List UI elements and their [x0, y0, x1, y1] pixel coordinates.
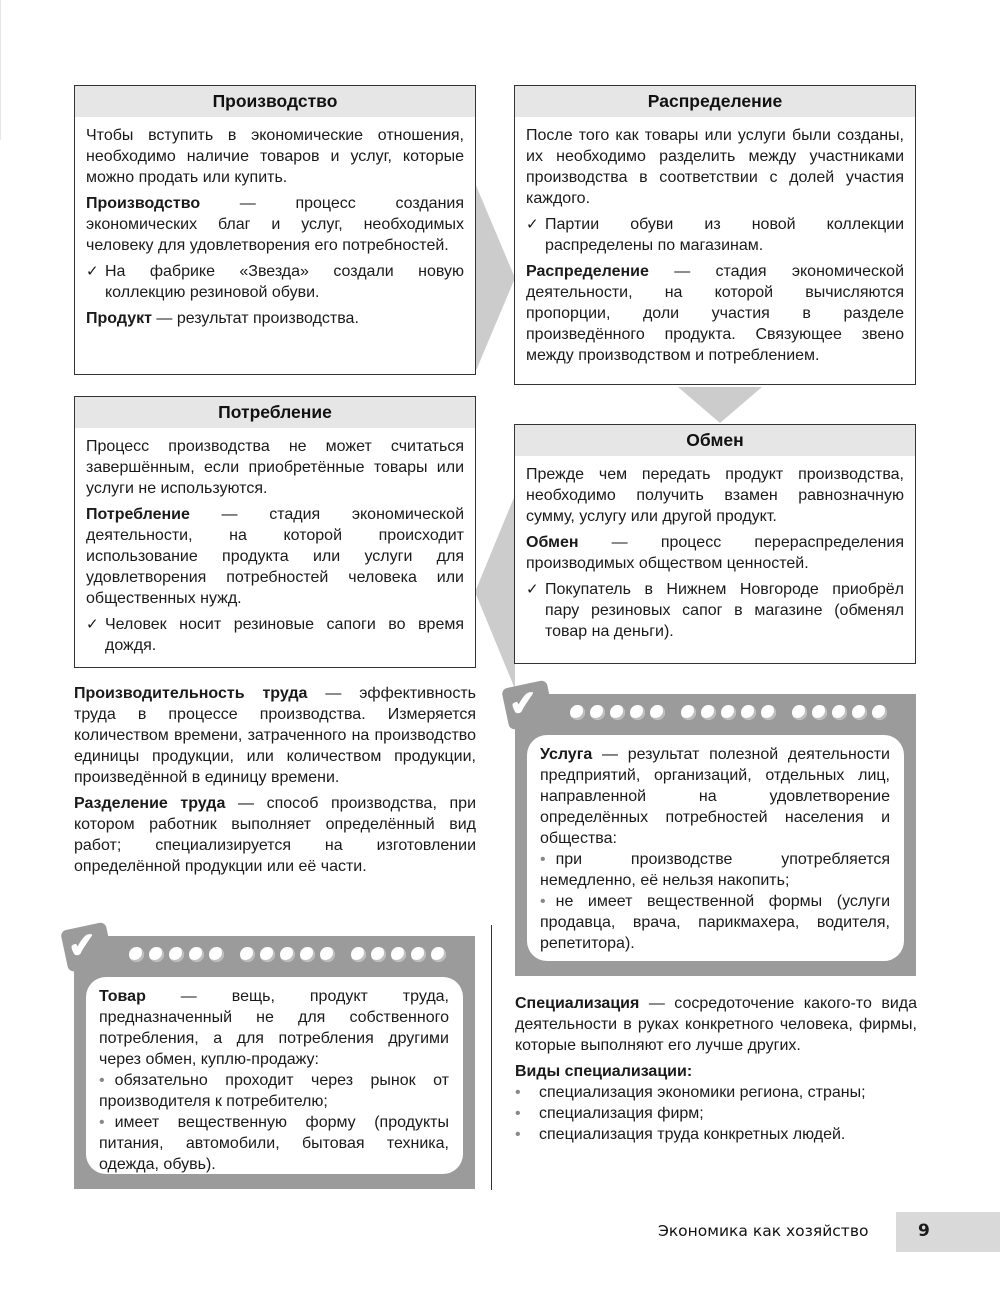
- hole-icon: [872, 705, 887, 720]
- example-item: [526, 579, 904, 642]
- stage-title: Обмен: [515, 425, 915, 456]
- term: Специализация: [515, 995, 640, 1012]
- stage-definition: Продукт — результат производства.: [86, 310, 359, 327]
- checkmark-icon: ✔: [507, 683, 540, 725]
- hole-icon: [300, 947, 315, 962]
- list-item: • при производстве употребляется немедленно, её нельзя накопить;: [540, 851, 890, 889]
- example-item: [526, 214, 904, 256]
- hole-icon: [852, 705, 867, 720]
- hole-icon: [320, 947, 335, 962]
- hole-icon: [590, 705, 605, 720]
- definition-goods: Товар — вещь, продукт труда, предназначенный не для собственного потребления, а для потребления другими через обмен, куплю-продажу:: [99, 988, 449, 1068]
- note-card-service: [507, 683, 916, 976]
- hole-icon: [149, 947, 164, 962]
- check-icon: ✓: [526, 581, 539, 598]
- hole-icon: [721, 705, 736, 720]
- page-edge-line: [0, 0, 1, 140]
- notebook-holes: [570, 705, 887, 720]
- checkmark-icon: ✔: [66, 925, 99, 967]
- hole-icon: [351, 947, 366, 962]
- arrow-left-icon: [475, 495, 515, 689]
- hole-icon: [411, 947, 426, 962]
- bullet-icon: •: [540, 851, 546, 868]
- term: Производство: [86, 195, 201, 212]
- list-item: • специализация труда конкретных людей.: [515, 1126, 846, 1143]
- list-item: • специализация фирм;: [515, 1105, 704, 1122]
- bullet-icon: •: [515, 1084, 521, 1101]
- definition-division-of-labor: Разделение труда — способ производства, при котором работник выполняет определённый вид работ; специализируется на изготовлении определённой продукции или её части.: [74, 795, 477, 875]
- stage-box-distribution: [514, 85, 916, 385]
- hole-icon: [812, 705, 827, 720]
- stage-box-consumption: [74, 396, 476, 668]
- hole-icon: [630, 705, 645, 720]
- hole-icon: [189, 947, 204, 962]
- stage-title: Потребление: [75, 397, 475, 428]
- term: Распределение: [526, 263, 649, 280]
- hole-icon: [280, 947, 295, 962]
- stage-definition: Потребление — стадия экономической деятельности, на которой происходит использование продукта или услуги для удовлетворения потребностей человека или общественных нужд.: [86, 506, 464, 607]
- definition-specialization: Специализация — сосредоточение какого-то вида деятельности в руках конкретного человека, фирмы, которые выполняют его лучше других.: [515, 995, 917, 1054]
- definition-service: Услуга — результат полезной деятельности предприятий, организаций, отдельных лиц, направленной на удовлетворение определённых потребностей населения и общества:: [540, 746, 890, 847]
- example-text: Покупатель в Нижнем Новгороде приобрёл пару резиновых сапог в магазине (обменял товар на деньги).: [545, 581, 904, 640]
- stage-definition: Производство — процесс создания экономических благ и услуг, необходимых человеку для удовлетворения его потребностей.: [86, 195, 464, 254]
- stage-definition: Обмен — процесс перераспределения производимых обществом ценностей.: [526, 534, 904, 572]
- term: Производительность труда: [74, 685, 308, 702]
- bullet-icon: •: [515, 1126, 521, 1143]
- hole-icon: [741, 705, 756, 720]
- bullet-icon: •: [540, 893, 546, 910]
- stage-intro: Прежде чем передать продукт производства, необходимо получить взамен равнозначную сумму, услугу или другой продукт.: [526, 466, 904, 525]
- term: Продукт: [86, 310, 152, 327]
- example-text: Человек носит резиновые сапоги во время дождя.: [105, 616, 464, 654]
- bullet-icon: •: [99, 1072, 105, 1089]
- example-item: [86, 614, 464, 656]
- list-item: • не имеет вещественной формы (услуги продавца, врача, парикмахера, водителя, репетитора).: [540, 893, 890, 952]
- check-icon: ✓: [526, 216, 539, 233]
- hole-icon: [701, 705, 716, 720]
- stage-intro: Процесс производства не может считаться завершённым, если приобретённые товары или услуги не используются.: [86, 438, 464, 497]
- term: Потребление: [86, 506, 190, 523]
- term: Разделение труда: [74, 795, 226, 812]
- list-item: • обязательно проходит через рынок от производителя к потребителю;: [99, 1072, 449, 1110]
- term: Обмен: [526, 534, 579, 551]
- hole-icon: [681, 705, 696, 720]
- footer-section-title: Экономика как хозяйство: [658, 1222, 869, 1240]
- list-item: • специализация экономики региона, страны;: [515, 1084, 866, 1101]
- notebook-holes: [129, 947, 446, 962]
- stage-title: Распределение: [515, 86, 915, 117]
- hole-icon: [209, 947, 224, 962]
- page-number: 9: [918, 1221, 930, 1241]
- stage-intro: Чтобы вступить в экономические отношения, необходимо наличие товаров и услуг, которые можно продать или купить.: [86, 127, 464, 186]
- check-icon: ✓: [86, 263, 99, 280]
- hole-icon: [792, 705, 807, 720]
- types-heading: Виды специализации:: [515, 1063, 693, 1080]
- stage-title: Производство: [75, 86, 475, 117]
- hole-icon: [240, 947, 255, 962]
- hole-icon: [260, 947, 275, 962]
- bullet-icon: •: [99, 1114, 105, 1131]
- hole-icon: [431, 947, 446, 962]
- bullet-icon: •: [515, 1105, 521, 1122]
- stage-intro: После того как товары или услуги были созданы, их необходимо разделить между участниками производства в соответствии с долей участия каждого.: [526, 127, 904, 207]
- column-divider: [491, 925, 492, 1190]
- hole-icon: [650, 705, 665, 720]
- hole-icon: [832, 705, 847, 720]
- example-text: На фабрике «Звезда» создали новую коллекцию резиновой обуви.: [105, 263, 464, 301]
- check-icon: ✓: [86, 616, 99, 633]
- arrow-right-icon: [475, 183, 515, 373]
- hole-icon: [129, 947, 144, 962]
- page-number-box: [896, 1212, 1000, 1252]
- example-item: [86, 261, 464, 303]
- term: Товар: [99, 988, 146, 1005]
- glossary-right: [515, 993, 917, 1145]
- card-content: [86, 977, 463, 1174]
- term: Услуга: [540, 746, 593, 763]
- hole-icon: [610, 705, 625, 720]
- specialization-types-list: [515, 1082, 917, 1145]
- example-text: Партии обуви из новой коллекции распределены по магазинам.: [545, 216, 904, 254]
- definition-productivity: Производительность труда — эффективность труда в процессе производства. Измеряется количеством времени, затраченного на производство единицы продукции, или количеством продукции, произведённой в единицу времени.: [74, 685, 476, 786]
- note-card-goods: [66, 925, 475, 1189]
- card-content: [527, 735, 904, 961]
- hole-icon: [391, 947, 406, 962]
- stage-definition: Распределение — стадия экономической деятельности, на которой вычисляются пропорции, доли участия в разделе произведённого продукта. Связующее звено между производством и потреблением.: [526, 263, 904, 364]
- glossary-left: [74, 683, 476, 882]
- hole-icon: [570, 705, 585, 720]
- stage-box-production: [74, 85, 476, 375]
- hole-icon: [169, 947, 184, 962]
- arrow-down-icon: [678, 387, 762, 423]
- list-item: • имеет вещественную форму (продукты питания, автомобили, бытовая техника, одежда, обувь).: [99, 1114, 449, 1173]
- stage-box-exchange: [514, 424, 916, 664]
- hole-icon: [371, 947, 386, 962]
- hole-icon: [761, 705, 776, 720]
